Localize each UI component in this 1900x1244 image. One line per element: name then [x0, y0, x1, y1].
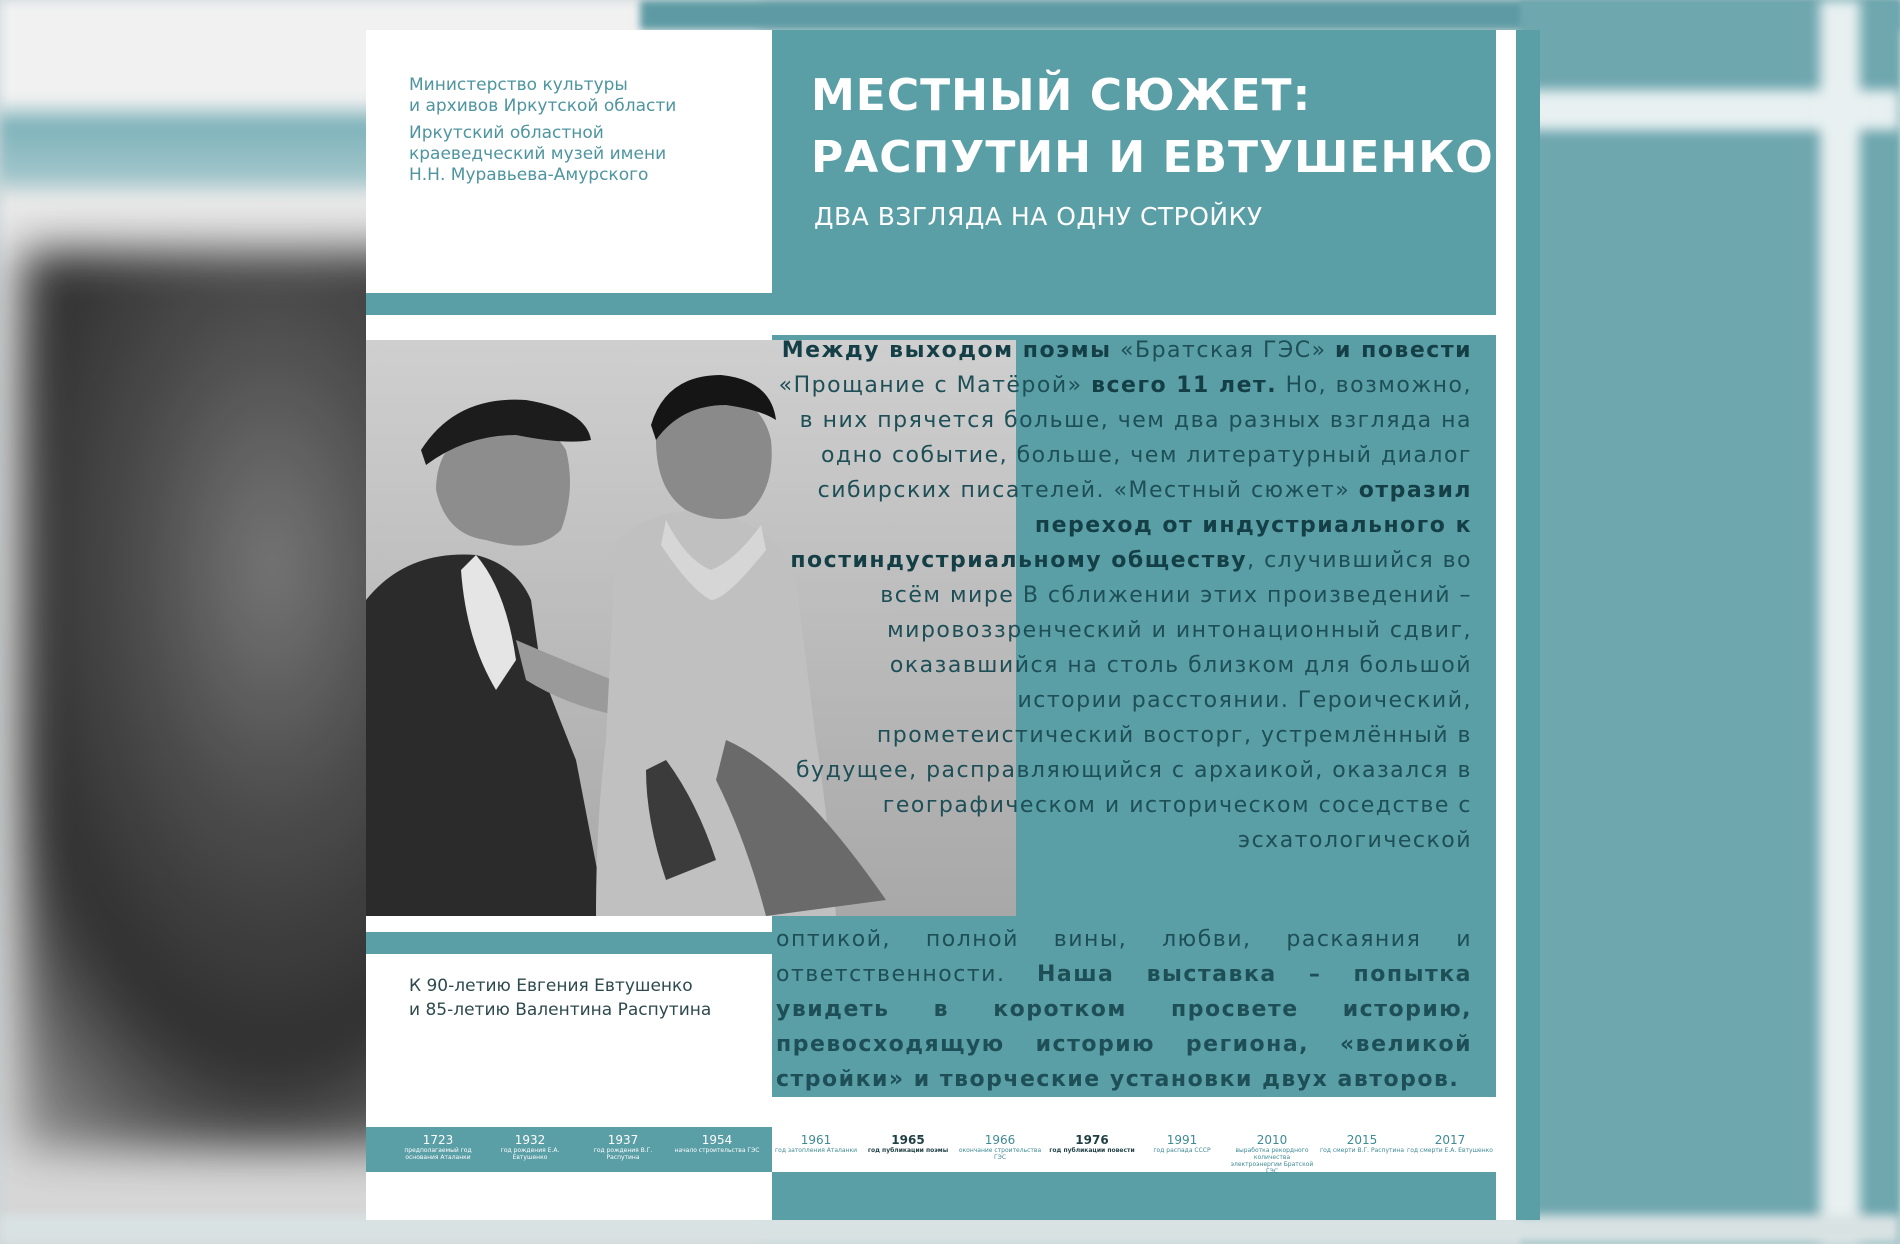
museum-name — [409, 123, 749, 186]
timeline-year: 1991 — [1166, 1133, 1198, 1147]
timeline-desc: год затопления Аталанки — [775, 1147, 857, 1154]
timeline-desc: год публикации повести — [1049, 1147, 1135, 1154]
stripe-crossing — [1496, 293, 1516, 315]
timeline-desc: год распада СССР — [1153, 1147, 1211, 1154]
timeline-item — [956, 1133, 1044, 1161]
timeline-year: 1966 — [984, 1133, 1016, 1147]
timeline-year: 2010 — [1256, 1133, 1288, 1147]
org-line: Иркутский областной — [409, 123, 604, 143]
timeline-item — [864, 1133, 952, 1154]
timeline-desc: год смерти В.Г. Распутина — [1319, 1147, 1405, 1154]
timeline-year: 1954 — [701, 1133, 733, 1147]
poster-title — [811, 65, 1494, 189]
timeline-desc: окончание строительства ГЭС — [958, 1147, 1042, 1161]
timeline-desc: год смерти Е.А. Евтушенко — [1407, 1147, 1493, 1154]
timeline-item — [772, 1133, 860, 1154]
timeline-desc: год рождения В.Г. Распутина — [593, 1147, 653, 1161]
timeline-item — [1406, 1133, 1494, 1154]
timeline-desc: предполагаемый год основания Аталанки — [404, 1147, 472, 1161]
anniversary-line: К 90-летию Евгения Евтушенко — [409, 976, 693, 996]
description-regular: «Братская ГЭС» — [1111, 338, 1336, 363]
poster-subtitle: ДВА ВЗГЛЯДА НА ОДНУ СТРОЙКУ — [814, 202, 1263, 231]
right-edge-panel — [1516, 315, 1540, 1220]
background-right-stripe — [1820, 0, 1860, 1244]
description-bold: Наша выставка – попытка увидеть в коротком просвете историю, превосходящую историю региона, «великой стройки» и творческие установки двух авторов. — [776, 962, 1472, 1092]
timeline-year: 1932 — [514, 1133, 546, 1147]
timeline-item — [1228, 1133, 1316, 1175]
timeline-item — [486, 1133, 574, 1161]
timeline-item — [1048, 1133, 1136, 1154]
organizer-block — [409, 75, 749, 192]
ministry-name — [409, 75, 749, 117]
timeline-year: 2017 — [1434, 1133, 1466, 1147]
description-text — [776, 333, 1472, 858]
timeline-desc: год публикации поэмы — [867, 1147, 949, 1154]
timeline-item — [394, 1133, 482, 1161]
description-bold: отразил переход от индустриального к постиндустриальному обществу — [790, 478, 1472, 573]
divider-band-top — [366, 293, 1540, 315]
timeline-year: 1937 — [607, 1133, 639, 1147]
timeline-year: 1723 — [422, 1133, 454, 1147]
description-text-continued — [776, 922, 1472, 1097]
org-line: краеведческий музей имени — [409, 144, 667, 164]
timeline-year: 2015 — [1346, 1133, 1378, 1147]
timeline-year: 1961 — [800, 1133, 832, 1147]
description-regular: оптикой, полной вины, любви, раскаяния и ответственности. — [776, 927, 1472, 987]
description-bold: и повести — [1335, 338, 1472, 363]
title-line-1: МЕСТНЫЙ СЮЖЕТ: — [811, 70, 1312, 121]
timeline-year: 1976 — [1075, 1133, 1109, 1147]
description-bold: Между выходом поэмы — [781, 338, 1112, 363]
org-line: и архивов Иркутской области — [409, 96, 677, 116]
timeline-item — [579, 1133, 667, 1161]
description-regular: «Прощание с Матёрой» — [778, 373, 1092, 398]
timeline-desc: выработка рекордного количества электроэнергии Братской ГЭС — [1230, 1147, 1314, 1175]
anniversary-note — [409, 974, 711, 1022]
timeline-year: 1965 — [891, 1133, 925, 1147]
description-regular: , случившийся во всём мире В сближении этих произведений – мировоззренческий и интонационный сдвиг, оказавшийся на столь близком для большой истории расстоянии. Героический, прометеистический восторг, устремлённый в будущее, расправляющийся с архаикой, оказался в географическом и историческом соседстве с эсхатологической — [795, 548, 1472, 853]
exhibition-poster — [366, 30, 1540, 1220]
org-line: Н.Н. Муравьева-Амурского — [409, 165, 649, 185]
bottom-panel — [772, 1172, 1540, 1220]
description-regular: Но, возможно, в них прячется больше, чем два разных взгляда на одно событие, больше, чем литературный диалог сибирских писателей. «Местный сюжет» — [799, 373, 1472, 503]
org-line: Министерство культуры — [409, 75, 628, 95]
description-bold: всего 11 лет. — [1091, 373, 1278, 398]
timeline-desc: начало строительства ГЭС — [674, 1147, 760, 1154]
timeline-desc: год рождения Е.А. Евтушенко — [500, 1147, 560, 1161]
timeline-item — [1318, 1133, 1406, 1154]
vertical-stripe — [1496, 30, 1516, 1220]
timeline-item — [673, 1133, 761, 1154]
timeline-item — [1138, 1133, 1226, 1154]
title-line-2: РАСПУТИН И ЕВТУШЕНКО — [811, 132, 1494, 183]
anniversary-line: и 85-летию Валентина Распутина — [409, 1000, 712, 1020]
